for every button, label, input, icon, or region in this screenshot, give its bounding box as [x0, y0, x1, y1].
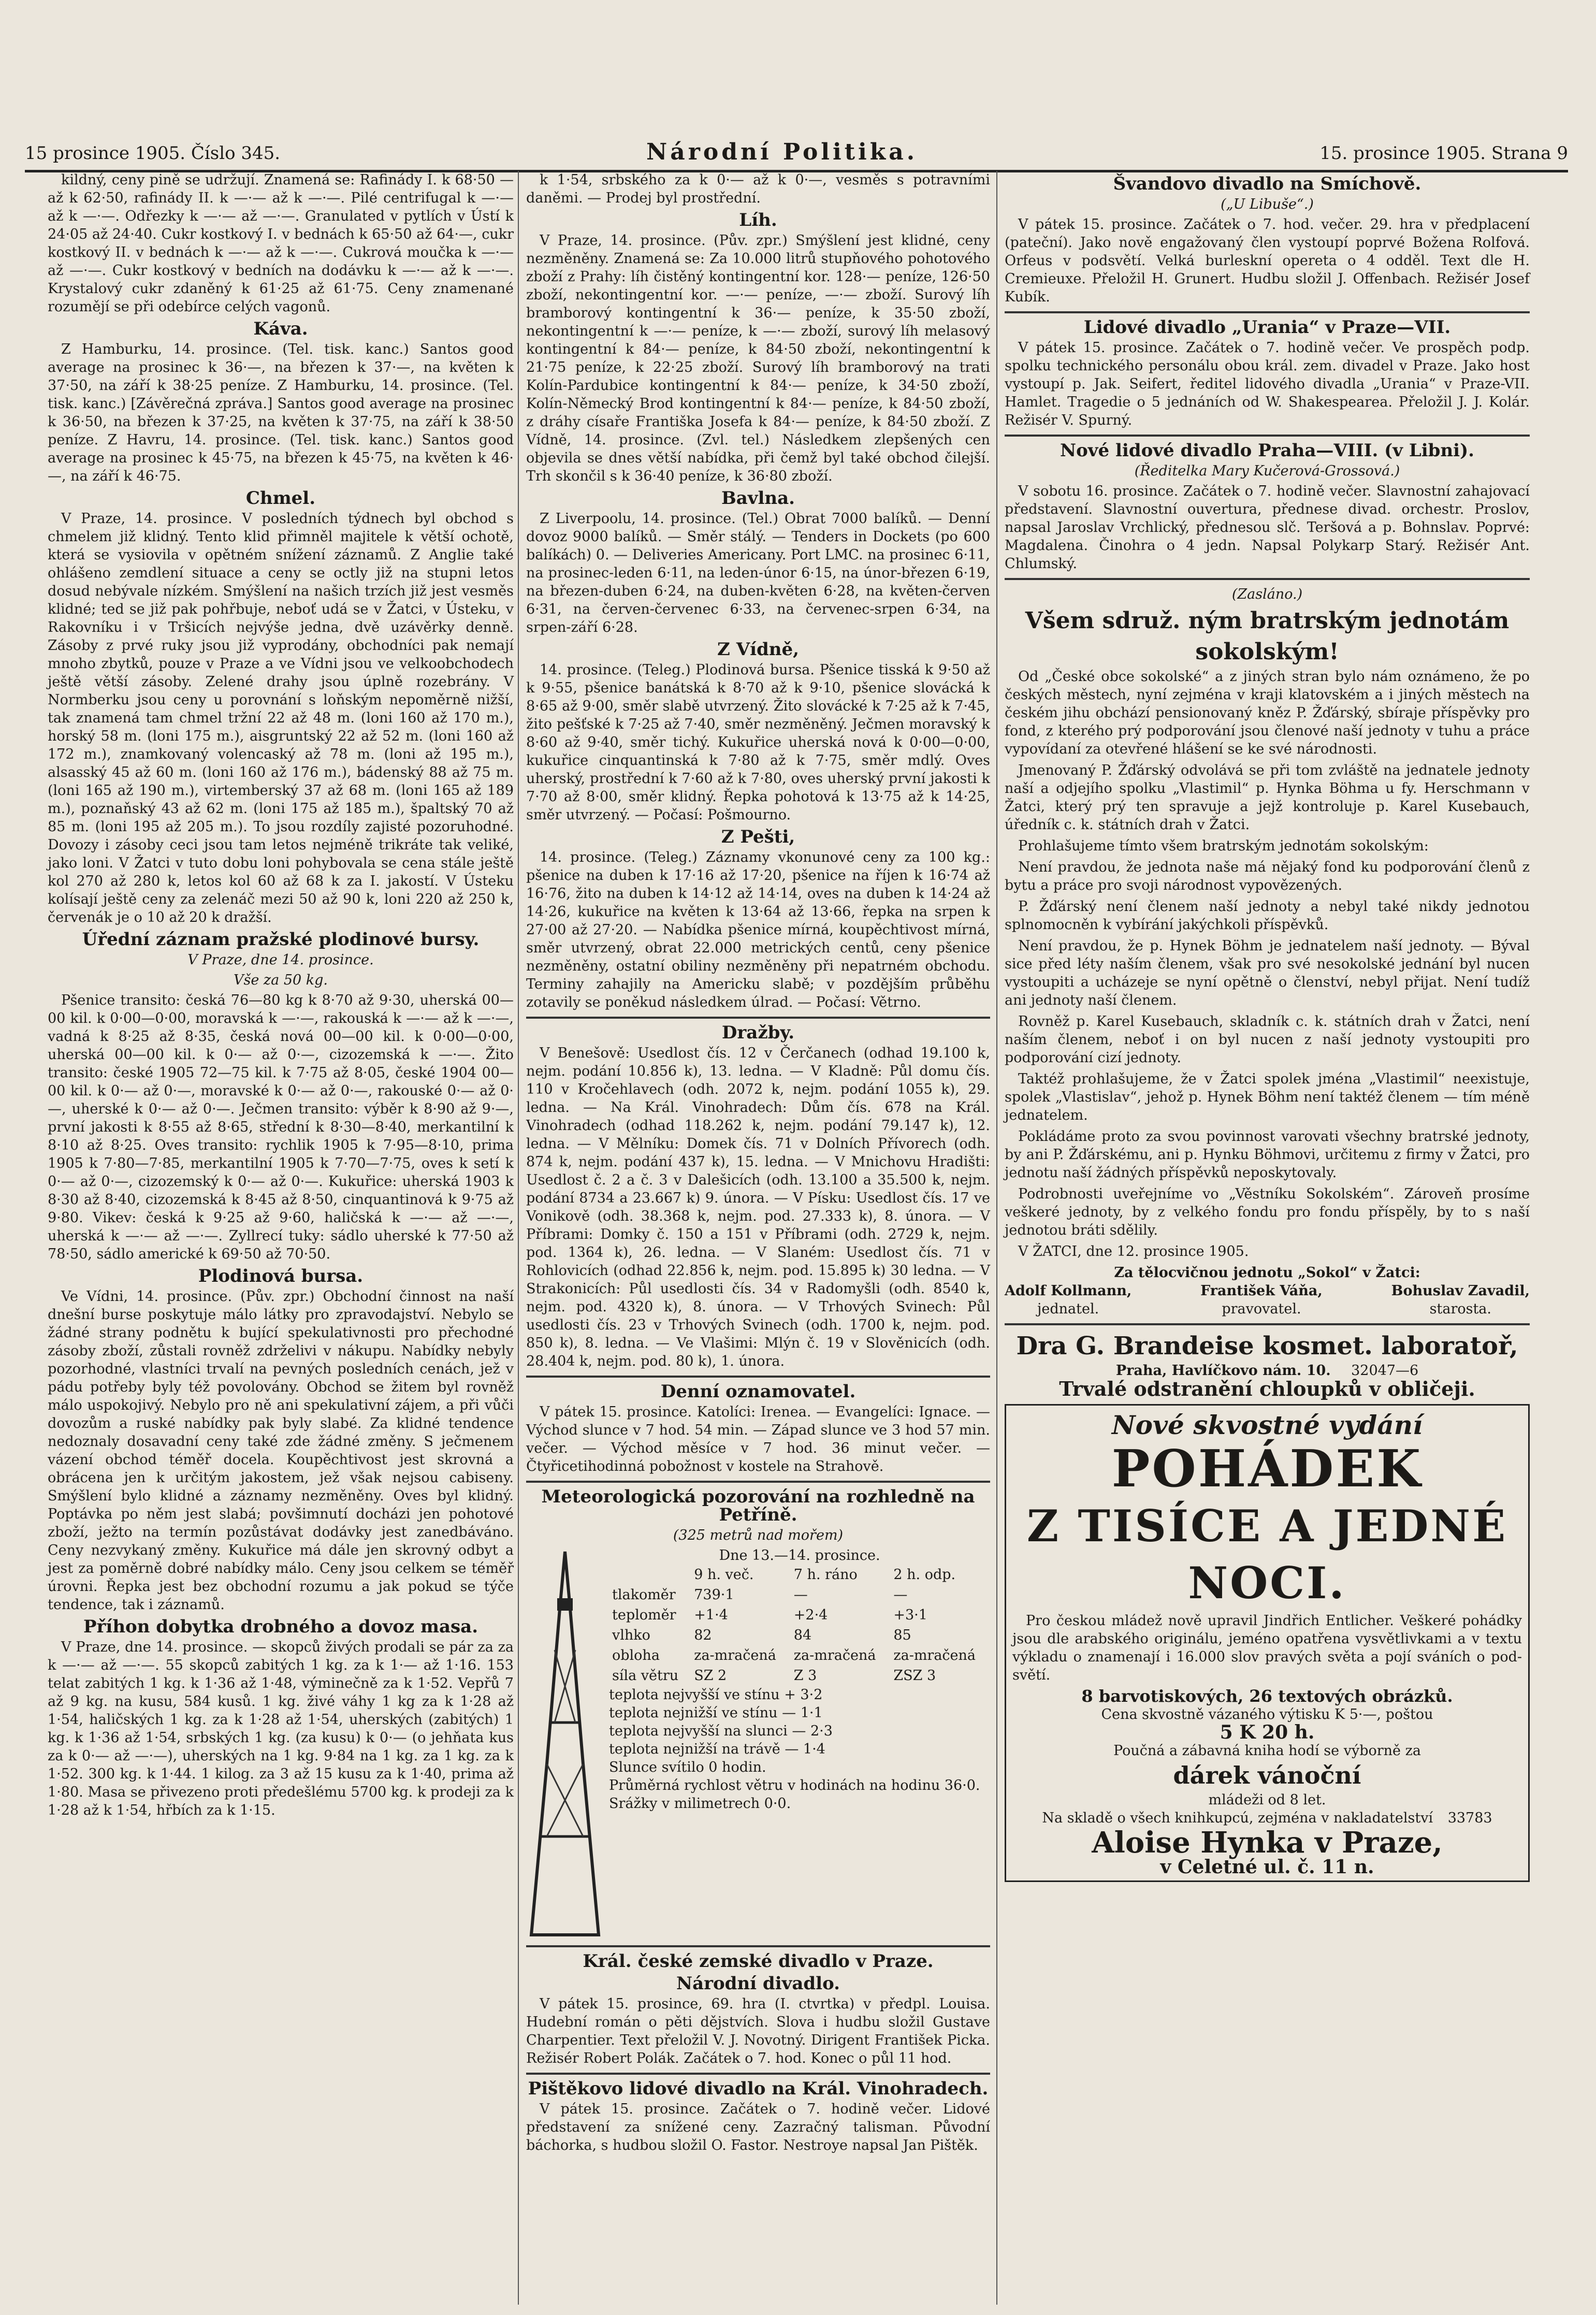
- signatory-name: František Váňa,: [1200, 1283, 1323, 1299]
- livestock-heading: Příhon dobytka drobného a dovoz masa.: [83, 1616, 478, 1637]
- livestock-report: V Praze, dne 14. prosince. — skopců živých prodali se pár za za k —·— až —·—. 55 skopců zabitých 1 kg. za k 1·— až 1·16. 153 telat zabitých 1 kg. k 1·36 až 1·48, výminečně za k 1·52. Vepřů 7 až 9 kg. na kusu, 584 kusů. 1 kg. živé váhy 1 kg za k 1·28 až 1·54, haličských 1 kg. za k 1·28 až 1·54, uherských (zabitých) 1 kg. k 1·36 až 1·54, srbských 1 kg. (za kusu) k 0·— (o jehňata kus za k 0·— až —·—), uherských na 1 kg. 9·84 na 1 kg. za 1 kg. za k 1·52. 300 kg. k 1·44. 1 kilog. za 3 až 15 kusu za k 1·40, prima až 1·80. Masa se přivezeno proti předešlému 5700 kg. k prodeji za k 1·28 až k 1·54, hřbích za k 1·15.: [48, 1639, 514, 1818]
- cell: 82: [694, 1627, 712, 1643]
- exchange-dateline: V Praze, dne 14. prosince.: [187, 952, 374, 968]
- hops-heading: Chmel.: [245, 488, 316, 509]
- sokol-paragraph: Podrobnosti uveřejníme vo „Věstníku Sokolském“. Zároveň prosíme veškeré jednoty, by z velkého fondu pro fondu příspěly, by to s naší jednotou bráti sdělily.: [1005, 1186, 1530, 1238]
- sokol-paragraph: Není pravdou, že jednota naše má nějaký fond ku podporování členů z bytu a práce pro svoji národnost vypovězených.: [1005, 859, 1530, 893]
- book-ad-text: Pro českou mládež nově upravil Jindřich Entlicher. Veškeré pohádky jsou dle arabského originálu, jeméno opatřena vysvětlivkami a v textu výkladu o znamenají i 16.000 slov pravých světa a pojí sváních o pod-světí.: [1012, 1613, 1522, 1683]
- column-2: [518, 171, 990, 2305]
- cell: ZSZ 3: [893, 1668, 936, 1684]
- brandeis-ad-tagline: Trvalé odstranění chloupků v obličeji.: [1059, 1377, 1475, 1400]
- sokol-paragraph: Rovněž p. Karel Kusebauch, skladník c. k. státních drah v Žatci, není naším členem, neboť i on byl nucen z naší jednoty vystoupiti pro podporování cizí jednoty.: [1005, 1014, 1530, 1066]
- sokol-paragraph: Pokládáme proto za svou povinnost varovati všechny bratrské jednoty, by ani P. Žďárskému, ani p. Hynku Böhmovi, určitemu z firmy v Žatci, pro jednotu naší žádných příspěvků neposkytovaly.: [1005, 1128, 1530, 1181]
- brandeis-address: Praha, Havlíčkovo nám. 10.: [1115, 1363, 1331, 1379]
- cotton-heading: Bavlna.: [721, 488, 795, 509]
- signatory-role: pravovatel.: [1222, 1301, 1301, 1317]
- book-ad-publisher: Aloise Hynka v Praze,: [1092, 1826, 1443, 1860]
- meteo-block: [526, 1546, 990, 1940]
- cell: za-mračená: [694, 1647, 776, 1663]
- cell: SZ 2: [694, 1668, 727, 1684]
- smichov-theatre-heading: Švandovo divadlo na Smíchově.: [1113, 173, 1421, 194]
- cell: za-mračená: [793, 1647, 876, 1663]
- vienna-report: 14. prosince. (Teleg.) Plodinová bursa. Pšenice tisská k 9·50 až k 9·55, pšenice banátská k 8·70 až k 9·10, pšenice slovácká k 8·65 až 9·00, směr slabě utvrzený. Žito slovácké k 7·25 až k 7·45, žito pešťské k 7·25 až 7·40, směr nezměněný. Ječmen moravský k 8·60 až 9·40, směr tichý. Kukuřice uherská nová k 0·00—0·00, kukuřice cinquantinská k 7·80 až k 7·75, směr mdlý. Oves uherský, prostřední k 7·60 až k 7·80, oves uherský první jakosti k 7·70 až 8·00, směr klidný. Řepka pohotová k 13·75 až k 14·25, směr utvrzený. — Počasí: Pošmourno.: [526, 662, 990, 823]
- row-label: obloha: [612, 1647, 660, 1663]
- signatory-name: Adolf Kollmann,: [1005, 1283, 1132, 1299]
- sokol-signature-heading: Za tělocvičnou jednotu „Sokol“ v Žatci:: [1114, 1265, 1420, 1281]
- daily-notices: V pátek 15. prosince. Katolíci: Irenea. — Evangelíci: Ignace. — Východ slunce v 7 hod. 54 min. — Západ slunce ve 3 hod 57 min. večer. — Východ měsíce v 7 hod. 36 minut večer. — Čtyřicetihodinná pobožnost v kostele na Strahově.: [526, 1404, 990, 1474]
- cell: +3·1: [893, 1607, 927, 1623]
- sugar-report: kildný, ceny pině se udržují. Znamená se: Rafinády I. k 68·50 — až k 62·50, rafinády II. k —·— až k —·—. Pilé centrifugal k —·— až k —·—. Odřezky k —·— až —·—. Granulated v pytlích v Ústí k 24·05 až 24·40. Cukr kostkový I. v bednách k 65·50 až 64·—, cukr kostkový II. v bednách k —·— až k —·—. Cukrová moučka k —·— až —·—. Cukr kostkový v bedních na dodávku k —·— až k —·—. Krystalový cukr zdaněný k 61·25 až 61·75. Ceny znamenané rozumějí se při odebírce celých vagonů.: [48, 172, 514, 315]
- meteo-date: Dne 13.—14. prosince.: [719, 1547, 880, 1564]
- meteo-extra: Slunce svítilo 0 hodin.: [609, 1759, 766, 1775]
- book-ad-plates: 8 barvotiskových, 26 textových obrázků.: [1081, 1686, 1453, 1706]
- hops-report: V Praze, 14. prosince. V posledních týdnech byl obchod s chmelem již klidný. Tento klid přimněl majitele k větší ochotě, která se vysiovila v opětném snížení záznamů. Z Anglie také ohlášeno zemdlení situace a ceny se octly již na stupni letos dosud nebývale nízkém. Smýšlení na našich trzích již jest vesměs klidné; ted se již pak pohřbuje, neboť udá se v Žatci, v Ústeku, v Rakovníku i v Tršicích nejvýše jedna, dvě uzávěrky denně. Zásoby z prvé ruky jsou již vyprodány, obchodníci pak nemají mnoho zbytků, pouze v Praze a ve Vídni jsou ve velkoobchodech ještě větší zásoby. Zelené drahy jsou úplně rozebrány. V Normberku jsou ceny u porovnání s loňským nepoměrně nižší, tak znamená tam chmel tržní 22 až 48 m. (loni 160 až 170 m.), horský 58 m. (loni 175 m.), aisgruntský 22 až 52 m. (loni 160 až 172 m.), znamkovaný volencaský až 78 m. (loni až 195 m.), alsasský 45 až 60 m. (loni 160 až 176 m.), bádenský 88 až 75 m. (loni 165 až 190 m.), virtemberský 37 až 68 m. (loni 165 až 189 m.), poznaňský 43 až 62 m. (loni 175 až 185 m.), špaltský 70 až 85 m. (loni 195 až 205 m.). To jsou rozdíly zajisté pozoruhodné. Dovozy i zásoby ceci jsou tam letos nejméně trikráte tak veliké, jako loni. V Žatci v tuto dobu loni pohybovala se cena stále ještě kol 270 až 280 k, letos kol 60 až 68 k za I. jakostí. V Ústeku kolísají ještě ceny za zelenáč mezi 50 až 90 k, loni 220 až 250 k, červenák je o 10 až 20 k dražší.: [48, 511, 514, 925]
- divider: [1005, 578, 1530, 580]
- table-row: [609, 1585, 990, 1605]
- book-ad: [1005, 1404, 1530, 1882]
- book-ad-title: POHÁDEK: [1111, 1439, 1423, 1499]
- signatory-role: starosta.: [1429, 1301, 1491, 1317]
- divider: [1005, 435, 1530, 437]
- meteo-extra: teplota nejnižší ve stínu — 1·1: [609, 1705, 823, 1721]
- smichov-theatre-program: V pátek 15. prosince. Začátek o 7. hod. večer. 29. hra v předplacení (pateční). Jako nově engažovaný člen vystoupí poprvé Božena Rolfová. Orfeus v podsvětí. Velká burleskní opereta o 4 odděl. Text dle H. Cremieuxe. Přeložil H. Grunert. Hudbu složil J. Offenbach. Režisér Josef Kubík.: [1005, 216, 1530, 305]
- brandeis-ad-heading: Dra G. Brandeise kosmet. laboratoř,: [1016, 1332, 1518, 1361]
- cell: 85: [893, 1627, 911, 1643]
- meteo-col: 9 h. več.: [694, 1567, 754, 1583]
- sent-in-label: (Zasláno.): [1231, 586, 1303, 602]
- divider: [1005, 311, 1530, 313]
- national-theatre-heading: Král. české zemské divadlo v Praze.: [583, 1951, 934, 1972]
- masthead-title: Národní Politika.: [646, 139, 918, 165]
- sokol-paragraph: Jmenovaný P. Žďárský odvolává se při tom zvláště na jednatele jednoty naší a odjejího spolku „Vlastimil“ p. Hynka Böhma u fy. Herschmann v Žatci, který prý ten spravuje a jejž kontroluje p. Karel Kusebauch, úředník c. k. státních drah v Žatci.: [1005, 762, 1530, 833]
- meteo-extra: teplota nejnižší na trávě — 1·4: [609, 1741, 825, 1757]
- libni-subheading: (Ředitelka Mary Kučerová-Grossová.): [1134, 463, 1400, 479]
- sokol-date: V ŽATCI, dne 12. prosince 1905.: [1018, 1243, 1249, 1260]
- budapest-report: 14. prosince. (Teleg.) Záznamy vkonunové ceny za 100 kg.: pšenice na duben k 17·16 až 17·20, pšenice na říjen k 16·74 až 16·76, žito na duben k 14·12 až 14·14, oves na duben k 14·24 až 14·26, kukuřice na květen k 13·64 až 13·66, řepka na srpen k 27·00 až 27·20. — Nabídka pšenice mírná, koupěchtivost mírná, směr utvrzený, obrat 22.000 metrických centů, ceny pšenice nezměněny, ostatní obiliny nezměněny při nepatrném obchodu. Terminy zahajily na Americku slabě; v pozdějším průběhu zotavily se poněkud následkem úlrad. — Počasí: Větrno.: [526, 849, 990, 1010]
- book-ad-gift-2: dárek vánoční: [1173, 1761, 1361, 1789]
- row-label: vlhko: [612, 1627, 650, 1643]
- sokol-paragraph: Prohlašujeme tímto všem bratrským jednotám sokolským:: [1018, 838, 1429, 854]
- petrin-tower-illustration: [526, 1546, 604, 1940]
- cotton-report: Z Liverpoolu, 14. prosince. (Tel.) Obrat 7000 balíků. — Denní dovoz 9000 balíků. — Směr stálý. — Tenders in Dockets (po 600 balíkách) 0. — Deliveries Americany. Port LMC. na prosinec 6·11, na prosinec-leden 6·11, na leden-únor 6·15, na únor-březen 6·19, na březen-duben 6·24, na duben-květen 6·28, na květen-červen 6·31, na červen-červenec 6·33, na červenec-srpen 6·34, na srpen-září 6·28.: [526, 511, 990, 635]
- book-ad-stock-code: 33783: [1447, 1810, 1492, 1826]
- signatory-name: Bohuslav Zavadil,: [1391, 1283, 1530, 1299]
- cell: —: [793, 1587, 808, 1603]
- signatures-row: [1005, 1282, 1530, 1318]
- meteo-extra: teplota nejvyšší na slunci — 2·3: [609, 1723, 833, 1739]
- signatory-role: jednatel.: [1037, 1301, 1099, 1317]
- coffee-report: Z Hamburku, 14. prosince. (Tel. tisk. kanc.) Santos good average na prosinec k 36·—, na březen k 37·—, na květen k 37·50, na září k 38·25 peníze. Z Hamburku, 14. prosince. (Tel. tisk. kanc.) [Závěrečná zpráva.] Santos good average na prosinec k 36·50, na březen k 37·25, na květen k 37·75, na září k 38·50 peníze. Z Havru, 14. prosince. (Tel. tisk. kanc.) Santos good average na prosinec k 45·75, na březen k 45·75, na květen k 46·—, na září k 46·75.: [48, 341, 514, 484]
- book-ad-price: 5 K 20 h.: [1220, 1721, 1315, 1743]
- libni-program: V sobotu 16. prosince. Začátek o 7. hodině večer. Slavnostní zahajovací představení. Slavnostní ouvertura, přednese divad. orchestr. Proslov, napsal Jaroslav Vrchlický, přednesou slč. Teršová a p. Bohnslav. Poprvé: Magdalena. Činohra o 4 jedn. Napsal Polykarp Starý. Režisér Ant. Chlumský.: [1005, 483, 1530, 572]
- meteo-table: [609, 1565, 990, 1686]
- book-ad-age: mládeži od 8 let.: [1208, 1792, 1326, 1808]
- spirits-report: V Praze, 14. prosince. (Pův. zpr.) Smýšlení jest klidné, ceny nezměněny. Znamená se: Za 10.000 litrů stupňového pohotového zboží z Prahy: líh čistěný kontingentní kor. 128·— peníze, 126·50 zboží, nekontingentní kor. —·— peníze, —·— zboží. Surový líh bramborový kontingentní k 36·— peníze, k 35·50 zboží, nekontingentní k —·— peníze, k —·— zboží, surový líh melasový kontingentní k 84·— peníze, k 84·50 zboží, nekontingentní k 21·75 peníze, k 22·25 zboží. Surový líh bramborový na trati Kolín-Pardubice kontingentní k 84·— peníze, k 34·50 zboží, Kolín-Německý Brod kontingentní k 84·— peníze, k 84·50 zboží, z dráhy císaře Františka Josefa k 84·— peníze, k 84·50 zboží. Z Vídně, 14. prosince. (Zvl. tel.) Následkem zlepšených cen objevila se dnes větší nabídka, při čemž byl také obchod čilejší. Trh skončil s k 36·40 peníze, k 36·80 zboží.: [526, 233, 990, 484]
- daily-notices-heading: Denní oznamovatel.: [660, 1381, 856, 1402]
- divider: [1005, 1323, 1530, 1325]
- meteo-table-wrap: [609, 1546, 990, 1940]
- meteo-altitude: (325 metrů nad mořem): [673, 1527, 844, 1543]
- signature: [1200, 1282, 1323, 1318]
- auctions-list: V Benešově: Usedlost čís. 12 v Čerčanech (odhad 19.100 k, nejm. podání 10.856 k), 13. ledna. — V Kladně: Půl domu čís. 110 v Kročehlavech (odh. 2072 k, nejm. podání 1055 k), 29. ledna. — Na Král. Vinohradech: Dům čís. 678 na Král. Vinohradech (odhad 118.262 k, nejm. podání 79.147 k), 12. ledna. — V Mělníku: Domek čís. 71 v Dolních Přívorech (odh. 874 k, nejm. podání 437 k), 15. ledna. — V Mnichovu Hradišti: Usedlost č. 2 a č. 3 v Dalešicích (odh. 13.100 a 35.500 k, nejm. podání 8734 a 23.667 k) 9. února. — V Písku: Usedlost čís. 17 ve Vonikově (odh. 38.368 k, nejm. pod. 27.333 k), 8. února. — V Příbrami: Domky č. 150 a 151 v Příbrami (odh. 2729 k, nejm. pod. 1364 k), 26. ledna. — V Slaném: Usedlost čís. 71 v Rohlovicích (odhad 22.856 k, nejm. pod. 15.895 k) 30 ledna. — V Strakonicích: Půl usedlosti čís. 34 v Radomyšli (odh. 8540 k, nejm. pod. 4320 k), 8. února. — V Trhových Svinech: Půl usedlosti čís. 23 v Trhových Svinech (odh. 1700 k, nejm. pod. 850 k), 8. ledna. — Ve Vlašimi: Mlýn č. 19 v Slověnicích (odh. 28.404 k, nejm. pod. 80 k), 1. února.: [526, 1045, 990, 1369]
- header-date-right: 15. prosince 1905. Strana 9: [1319, 143, 1568, 164]
- cell: 84: [793, 1627, 812, 1643]
- exchange-report: Pšenice transito: česká 76—80 kg k 8·70 až 9·30, uherská 00—00 kil. k 0·00—0·00, moravská k —·—, rakouská k —·— až k —·—, vadná k 8·25 až 8·35, česká nová 00—00 kil. k 0·00—0·00, uherská 00—00 kil. k 0·— až 0·—, cizozemská k —·—. Žito transito: české 1905 72—75 kil. k 7·75 až 8·05, české 1904 00—00 kil. k 0·— až 0·—, moravské k 0·— až 0·—, rakouské 0·— až 0·—, uherské k 0·— až 0·—. Ječmen transito: výběr k 8·90 až 9·—, první jakosti k 8·55 až 8·65, střední k 8·30—8·40, merkantilní k 8·10 až 8·25. Oves transito: rychlik 1905 k 7·95—8·10, prima 1905 k 7·80—7·85, merkantilní 1905 k 7·70—7·75, oves k setí k 0·— až 0·—, cizozemský k 0·— až 0·—. Kukuřice: uherská 1903 k 8·30 až 8·40, cizozemská k 8·45 až 8·50, cinquantinová k 9·75 až 9·80. Vikev: česká k 9·25 až 9·60, haličská k —·— až —·—, uherská k —·— až —·—. Zyllrecí tuky: sádlo uherské k 77·50 až 78·50, sádlo americké k 69·50 až 70·50.: [48, 992, 514, 1262]
- sokol-paragraph: P. Žďárský není členem naší jednoty a nebyl také nikdy jednotou splnomocněn k vybírání jakýchkoli příspěvků.: [1005, 899, 1530, 933]
- book-ad-address: v Celetné ul. č. 11 n.: [1160, 1856, 1374, 1878]
- coffee-heading: Káva.: [253, 319, 308, 339]
- sokol-paragraph: Od „České obce sokolské“ a z jiných stran bylo nám oznámeno, že po českých městech, nyní zejména v kraji klatovském a i jiných městech na českém jihu obchází pensionovaný kněz P. Žďárský, sbíraje příspěvky pro fond, z kterého prý podporování jsou členové naší jednoty v tuhu a práce vypovídaní za otevřené hlášení se ke své národnosti.: [1005, 669, 1530, 757]
- cell: 739·1: [694, 1587, 734, 1603]
- book-ad-price-label: Cena skvostně vázaného výtisku K 5·—, poštou: [1101, 1706, 1433, 1723]
- vienna-heading: Z Vídně,: [717, 639, 799, 660]
- sokol-paragraph: Není pravdou, že p. Hynek Böhm je jednatelem naší jednoty. — Býval sice před léty naším členem, však pro své nesokolské jednání byl nucen vystoupiti a ucházeje se nyní opětně o členství, nebyl přijat. Není tudíž ani jednoty naší členem.: [1005, 938, 1530, 1008]
- cell: za-mračená: [893, 1647, 976, 1663]
- meteo-extra: Srážky v milimetrech 0·0.: [609, 1796, 791, 1812]
- meteo-extra: Průměrná rychlost větru v hodinách na hodinu 36·0.: [609, 1777, 980, 1793]
- cell: —: [893, 1587, 908, 1603]
- exchange-unit: Vše za 50 kg.: [234, 972, 328, 988]
- libni-heading: Nové lidové divadlo Praha—VIII. (v Libni).: [1060, 440, 1475, 461]
- produce-exchange-report: Ve Vídni, 14. prosince. (Pův. zpr.) Obchodní činnost na naší dnešní burse poskytuje málo látky pro zpravodajství. Nebylo se žádné strany podnětu k bující spekulativnosti pro přechodné zásoby zboží, zůstali rovněž zdrželivi v nákupu. Nabídky nebyly pozorhodné, vlastníci trvalí na pevných posledních cenách, jež v pádu potřeby byly též povolovány. Obchod se žitem byl rovněž málo uspokojivý. Nebylo pro ně ani spekulativní zájem, a při vůči dovozům a ruské nabídky pak byly slabé. Za klidné tendence nedoznaly dosavadní ceny také zde žádné změny. S ječmenem vázení obchod téměř docela. Koupěchtivost jest skrovná a obrácena jen k určitým jakostem, jež však nejsou cabiseny. Smýšlení bylo klidné a záznamy nezměněny. Oves byl klidný. Poptávka po něm jest slabá; povšimnutí docházi jen pohotové zboží, ježto na termín pozůstávat dodávky jest zanedbáváno. Ceny nezvykaný změny. Kukuřice má dále jen skrovný odbyt a jest za poměrně dobré nabídky málo. Ceny jsou celkem se téměř úrovni. Řepka jest bez obchodní rozumu a jak pokud se týče tendence, tak i záznamů.: [48, 1289, 514, 1613]
- book-ad-stock-text: Na skladě o všech knihkupcú, zejména v nakladatelství: [1042, 1810, 1433, 1826]
- meteo-col: 2 h. odp.: [893, 1567, 956, 1583]
- produce-exchange-heading: Plodinová bursa.: [198, 1266, 364, 1286]
- pistek-theatre-program: V pátek 15. prosince. Začátek o 7. hodině večer. Lidové představení za snížené ceny. Zazračný talisman. Původní báchorka, s hudbou složil O. Fastor. Nestroye napsal Jan Pištěk.: [526, 2101, 990, 2153]
- signature: [1391, 1282, 1530, 1318]
- cell: +2·4: [793, 1607, 828, 1623]
- divider: [526, 1017, 990, 1019]
- national-theatre-program: V pátek 15. prosince, 69. hra (I. ctvrtka) v předpl. Louisa. Hudební román o pěti dějstvích. Slova i hudbu složil Gustave Charpentier. Text přeložil V. J. Novotný. Dirigent František Picka. Režisér Robert Polák. Začátek o 7. hod. Konec o půl 11 hod.: [526, 1996, 990, 2066]
- divider: [526, 1481, 990, 1483]
- national-theatre-subheading: Národní divadlo.: [676, 1973, 840, 1994]
- meteo-heading: Meteorologická pozorování na rozhledně na Petříně.: [541, 1486, 975, 1525]
- auctions-heading: Dražby.: [721, 1022, 795, 1043]
- signature: [1005, 1282, 1131, 1318]
- table-row: [609, 1666, 990, 1686]
- sokol-heading: Všem sdruž. ným bratrským jednotám sokolským!: [1025, 607, 1510, 665]
- book-ad-title-2: Z TISÍCE A JEDNÉ NOCI.: [1026, 1500, 1508, 1609]
- meteo-extra: teplota nejvyšší ve stínu + 3·2: [609, 1687, 823, 1703]
- smichov-theatre-subheading: („U Libuše“.): [1221, 196, 1314, 212]
- pistek-theatre-heading: Pištěkovo lidové divadlo na Král. Vinohradech.: [528, 2078, 989, 2099]
- divider: [526, 2073, 990, 2075]
- brandeis-code: 32047—6: [1351, 1363, 1419, 1379]
- sokol-paragraph: Taktéž prohlašujeme, že v Žatci spolek jména „Vlastimil“ neexistuje, spolek „Vlastislav“, jehož p. Hynek Böhm není taktéž členem — tím méně jednatelem.: [1005, 1071, 1530, 1123]
- meat-report-end: k 1·54, srbského za k 0·— až k 0·—, vesměs s potravními daněmi. — Prodej byl prostřední.: [526, 172, 990, 206]
- table-row: [609, 1605, 990, 1625]
- page-header: [25, 139, 1568, 172]
- row-label: síla větru: [612, 1668, 679, 1684]
- budapest-heading: Z Pešti,: [721, 827, 795, 847]
- row-label: teploměr: [612, 1607, 676, 1623]
- urania-heading: Lidové divadlo „Urania“ v Praze—VII.: [1083, 317, 1451, 338]
- column-1: [48, 171, 514, 1818]
- cell: Z 3: [793, 1668, 817, 1684]
- meteo-col: 7 h. ráno: [793, 1567, 858, 1583]
- spirits-heading: Líh.: [739, 210, 777, 230]
- book-ad-top: Nové skvostné vydání: [1111, 1410, 1423, 1440]
- divider: [526, 1945, 990, 1947]
- meteo-header-row: [609, 1565, 990, 1585]
- cell: +1·4: [694, 1607, 728, 1623]
- book-ad-gift: Poučná a zábavná kniha hodí se výborně za: [1113, 1743, 1421, 1759]
- row-label: tlakoměr: [612, 1587, 676, 1603]
- column-3: [996, 171, 1530, 2305]
- urania-program: V pátek 15. prosince. Začátek o 7. hodině večer. Ve prospěch podp. spolku technického personálu obou král. zem. divadel v Praze. Jako host vystoupí p. Jak. Seifert, ředitel lidového divadla „Urania“ v Praze-VII. Hamlet. Tragedie o 5 jednáních od W. Shakespearea. Přeložil J. J. Kolár. Režisér V. Spurný.: [1005, 340, 1530, 428]
- header-date-left: 15 prosince 1905. Číslo 345.: [25, 143, 281, 164]
- book-ad-stock: [1012, 1809, 1522, 1827]
- table-row: [609, 1645, 990, 1666]
- divider: [526, 1376, 990, 1378]
- table-row: [609, 1625, 990, 1645]
- exchange-heading: Úřední záznam pražské plodinové bursy.: [82, 929, 480, 950]
